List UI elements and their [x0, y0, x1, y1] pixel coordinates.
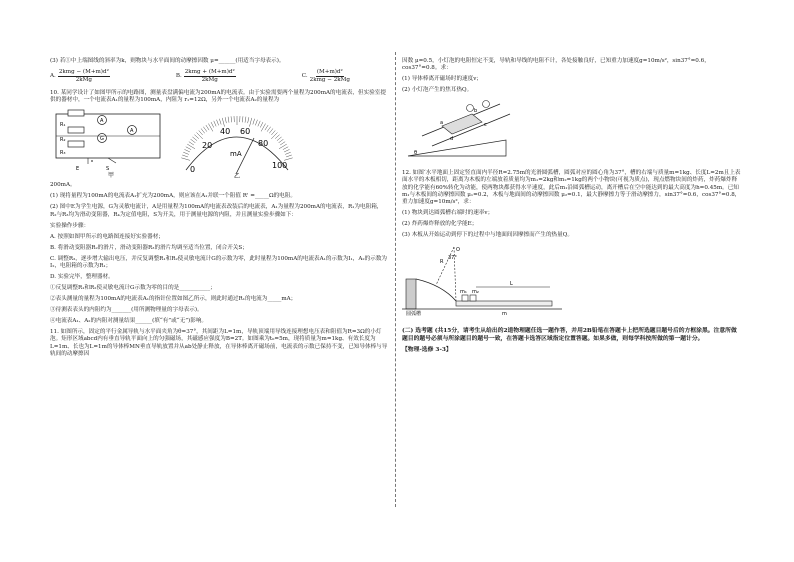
tick-label-0: 0: [190, 165, 196, 175]
svg-text:37°: 37°: [448, 255, 457, 262]
switch: [108, 158, 116, 163]
dial-tick: [197, 133, 203, 139]
dial-tick: [222, 118, 224, 127]
q12-part-2: (2) 炸药爆炸释放的化学能E；: [402, 221, 478, 228]
dial-tick: [249, 118, 251, 127]
svg-text:L: L: [510, 281, 513, 288]
elective-section-title: (二) 选考题 (共15分，请考生从给出的2道物理题任选一题作答，并用2B铅笔在答题卡上把所选题目题号后的方框涂黑。注意所做题目的题号必须与所涂题目的题号一致，在答题卡选答区域指定位置答题。如果多做，则每学科按所做的第一题计分。: [402, 327, 737, 342]
lamp-symbol: [483, 101, 490, 108]
option-a-denominator: 2kMg: [75, 77, 92, 84]
tick-label-60: 60: [240, 127, 251, 137]
dial-tick: [248, 117, 249, 123]
svg-text:G: G: [100, 136, 104, 143]
option-b-denominator: 2kMg: [201, 77, 218, 84]
svg-text:S: S: [106, 166, 110, 173]
dial-tick: [283, 147, 288, 150]
q11-text: 11. 如图所示，固定的平行金属导轨与水平面夹角为θ=37°，其间距为L=1m，导轨顶端用导线连接理想电压表和阻值为R=3Ω的小灯泡。矩形区域abcd内有垂直导轨平面向上的匀强磁场，其磁感应强度为B=2T。如图乘为t₀=5m，现将质量为m=1kg、有效长度为L=1m、长也为L=1m的导体棒MN垂直导轨放置并从ab处静止释放，在导体棒离开磁场前，电流表的示数已保持不变，已知导体棒与导轨间的动摩擦因: [50, 329, 388, 358]
dial-tick: [194, 135, 198, 139]
dial-tick: [265, 125, 268, 130]
q12-part-1: (1) 物块到达圆弧槽右端时的速率v；: [402, 210, 494, 217]
arc-slot-board-diagram: [402, 245, 562, 317]
svg-text:A: A: [100, 118, 104, 125]
dial-tick: [245, 117, 246, 123]
right-column: [402, 58, 742, 358]
dial-tick: [275, 135, 279, 139]
left-column: [50, 58, 388, 362]
dial-tick: [277, 137, 282, 141]
q11-part-2: (2) 小灯泡产生的焦耳热Q。: [402, 87, 473, 94]
dial-tick: [206, 125, 209, 130]
dial-tick: [258, 121, 260, 126]
dial-tick: [271, 133, 277, 139]
resistor-r1: [68, 110, 84, 116]
tick-label-100: 100: [272, 161, 288, 171]
q10-body-1: (1) 现将量程为100mA的电流表A₁扩充为200mA，则应该在A₁并联一个阻值 R' =_____Ω的电阻。: [50, 193, 296, 200]
option-a[interactable]: A. $\frac{\text{2kmg − (M+m)d²}}{\text{2kMg}}$: [50, 69, 109, 84]
dial-tick: [231, 117, 232, 123]
dial-tick: [186, 147, 191, 150]
dial-tick: [211, 122, 214, 127]
svg-text:c: c: [484, 122, 487, 129]
svg-text:A: A: [130, 128, 134, 135]
svg-text:E: E: [76, 166, 80, 173]
dial-tick: [199, 131, 203, 136]
option-b[interactable]: B. $\frac{\text{2kmg + (M+m)d²}}{\text{2kMg}}$: [175, 69, 235, 84]
svg-text:θ: θ: [414, 150, 418, 157]
q10-body-3: 实验操作步骤：: [50, 222, 90, 229]
q10-body-5: B. 将滑动变阻器R₂的滑片，滑动变阻器R₃的滑片均调至适当位置，闭合开关S；: [50, 244, 248, 251]
tick-label-20: 20: [202, 141, 213, 151]
dial-tick: [285, 152, 291, 154]
dial-tick: [214, 121, 216, 126]
q10-intro: 10. 某同学设计了如图甲所示的电路图，测量表盘满偏电流为200mA的电流表。由于实验需要两个量程为200mA的电流表，但实验室提供的器材中，一个电流表A₁的量程为100mA，内阻为 r₁=12Ω，另外一个电流表A₂的量程为: [50, 89, 386, 104]
q10-body-6: C. 调整R₃，逐步增大输出电压，并反复调整R₁和R₂使灵敏电流计G的示数为零，此时量程为100mA的电流表A₁的示数为I₁，A₂的示数为I₂，电阻箱的示数为R₁；: [50, 255, 388, 270]
svg-text:圆弧槽: 圆弧槽: [406, 311, 422, 318]
svg-text:O: O: [456, 247, 460, 254]
q10-body-8: ①反复调整R₁和R₂使灵敏电流计G示数为零的目的是___________；: [50, 285, 216, 292]
arc-slot-base: [406, 279, 416, 309]
dial-tick: [280, 142, 285, 145]
dial-tick: [279, 139, 284, 143]
q10-body-10: ③待测表表头的内阻约为_______(用所测物理量的字母表示)。: [50, 307, 203, 314]
dial-tick: [184, 150, 189, 153]
svg-text:m₁: m₁: [460, 289, 467, 296]
svg-text:乙: 乙: [234, 173, 241, 179]
incline-rails-diagram: [402, 100, 522, 162]
svg-text:R₁: R₁: [60, 122, 66, 129]
dial-tick: [181, 158, 190, 161]
q10-body-4: A. 按照如图甲所示的电路图连接好实验器材；: [50, 233, 164, 240]
tick-label-40: 40: [220, 127, 231, 137]
dial-tick: [217, 120, 219, 126]
circuit-diagram: [50, 108, 170, 178]
option-a-numerator: 2kmg − (M+m)d²: [58, 69, 110, 77]
option-c-denominator: 2kmg − 2kMg: [309, 77, 350, 84]
q10-body-0: 200mA。: [50, 182, 76, 189]
dial-tick: [284, 150, 289, 153]
q10-body-2: (2) 图中E为学生电源，G为灵敏电流计，A是用量程为100mA的电流表改装后的电流表，A₁为量程为200mA的电流表，R₁为电阻箱，R₂与R₃均为滑动变阻器，R₄为定值电阻，S为开关，用于测量电源的内阻，并且测量实验步骤如下：: [50, 204, 383, 218]
dial-tick: [189, 142, 194, 145]
dial-tick: [260, 122, 263, 127]
q3-line: (3) 若①中上端图线的斜率为k，则物块与水平面间的动摩擦因数 μ=______(用适当字母表示)。: [50, 58, 285, 64]
magnetic-field-region: [442, 114, 482, 134]
option-b-numerator: 2kmg + (M+m)d²: [184, 69, 236, 77]
q12-text: 12. 如图‘水平地面上固定竖直面内半径R=2.75m的光滑圆弧槽，圆弧对应的圆心角为37°，槽的右端与质量m=1kg、长度L=2m且上表面水平的木板相切，距离为木板的左端放着质量均为m₁=2kg和m₂=1kg的两个小物块(可视为质点)，现点燃物块间的炸药，炸药爆炸释放的化学能有60%转化为动能，使两物块都获得水平速度，此后m₁沿圆弧槽运动，离开槽后在空中能达到的最大高度为h=0.45m。已知m₁与木板间的动摩擦因数 μ₁=0.2，木板与地面间的动摩擦因数 μ₂=0.1，最大静摩擦力等于滑动摩擦力，sin37°=0.6，cos37°=0.8，重力加速度g=10m/s²，求：: [402, 169, 741, 206]
dial-tick: [284, 158, 293, 161]
svg-text:b: b: [474, 108, 478, 115]
dial-tick: [271, 131, 275, 136]
elective-subsection-title: 【物理-选修 3-3】: [402, 347, 452, 354]
dial-tick: [182, 155, 188, 157]
dial-tick: [228, 117, 229, 123]
block-m1: [462, 295, 468, 301]
dial-unit: mA: [230, 150, 242, 159]
svg-text:R₂: R₂: [60, 137, 66, 144]
dial-tick: [192, 137, 197, 141]
dial-tick: [253, 119, 255, 125]
answer-options: [50, 69, 350, 85]
q10-body-9: ②表头测量的量程为100mA的电流表A₁的指针位置如图乙所示，则此时通过R₁的电流为_____mA；: [50, 296, 297, 303]
option-c-numerator: (M+m)d²: [316, 69, 344, 77]
svg-text:m₂: m₂: [472, 289, 479, 296]
svg-text:甲: 甲: [108, 172, 115, 179]
svg-text:m: m: [502, 311, 507, 318]
dial-tick: [203, 127, 206, 132]
svg-text:R: R: [440, 259, 444, 266]
block-m2: [470, 295, 476, 301]
ammeter-dial: [176, 108, 296, 178]
q11-part-1: (1) 导体棒离开磁场时的速度v；: [402, 76, 482, 83]
q10-body-7: D. 实验完毕，整理器材。: [50, 274, 114, 281]
dial-tick: [242, 117, 243, 123]
svg-text:a: a: [440, 120, 444, 127]
dial-tick: [269, 129, 273, 134]
dial-tick: [286, 155, 292, 157]
q10-body-11: ④电流表A₁、A₂的内阻对测量结果______(填“有”或“无”)影响。: [50, 318, 208, 325]
dial-tick: [201, 129, 205, 134]
resistor-r3: [68, 141, 84, 147]
tick-label-80: 80: [258, 139, 269, 149]
dial-tick: [183, 152, 189, 154]
q11-continued-0: 因数 μ=0.5，小灯泡的电阻恒定不变，导轨和导线的电阻不计，各处接触良好，已知重力加速度g=10m/s²，sin37°=0.6，cos37°=0.8。求：: [402, 58, 710, 72]
dial-tick: [255, 120, 257, 126]
resistor-r2: [68, 127, 84, 133]
dial-tick: [267, 127, 270, 132]
svg-text:d: d: [450, 136, 454, 143]
voltmeter-symbol: [467, 105, 474, 112]
option-c[interactable]: C. $\frac{\text{(M+m)d²}}{\text{2kmg − 2kMg}}$: [301, 69, 350, 84]
column-divider: [395, 52, 396, 507]
wooden-board: [456, 301, 552, 306]
svg-text:R₃: R₃: [60, 150, 66, 157]
q10-figures: [50, 108, 388, 178]
dial-tick: [219, 119, 221, 125]
dial-tick: [191, 139, 196, 143]
q12-part-3: (3) 木板从开始运动到停下的过程中与地面间因摩擦而产生的热量Q。: [402, 232, 573, 239]
dial-tick: [225, 117, 226, 123]
